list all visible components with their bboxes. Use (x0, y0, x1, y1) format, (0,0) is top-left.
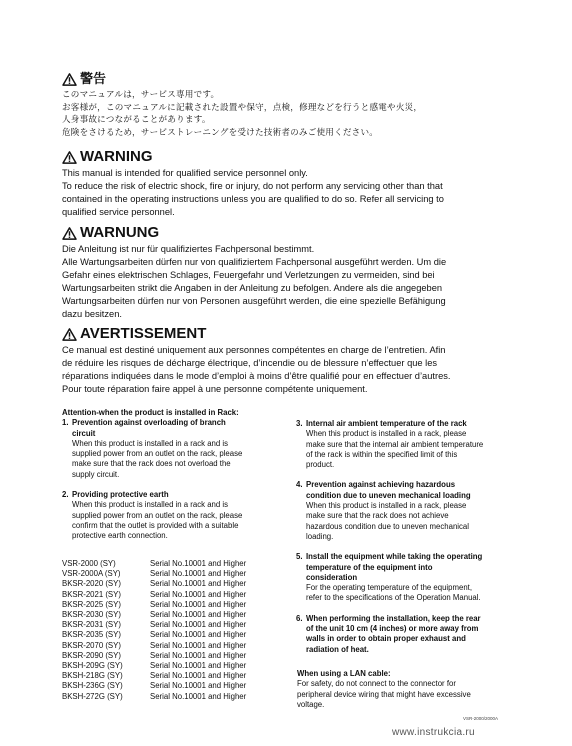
table-row (62, 610, 290, 620)
model-serial: Serial No.10001 and Higher (150, 589, 247, 599)
warning-ja-title: 警告 (80, 71, 107, 86)
model-serial: Serial No.10001 and Higher (150, 650, 247, 660)
model-name: BKSR-2031 (SY) (62, 620, 121, 630)
warning-ja-line: 人身事故につながることがあります。 (62, 115, 211, 125)
rack-item-4 (296, 480, 518, 542)
warning-en-line: qualified service personnel. (62, 207, 175, 217)
rack-item-number: 5. (296, 552, 303, 562)
lan-line: peripheral device wiring that might have excessive (297, 689, 471, 699)
table-row (62, 630, 290, 640)
rack-item-title: of the unit 10 cm (4 inches) or more away from (306, 624, 479, 634)
warning-de-title: WARNUNG (80, 224, 160, 241)
model-serial: Serial No.10001 and Higher (150, 681, 247, 691)
model-serial-table (62, 559, 290, 702)
warning-de-line: Die Anleitung ist nur für qualifiziertes Fachpersonal bestimmt. (62, 244, 315, 254)
rack-left-column (62, 408, 290, 542)
table-row (62, 559, 290, 569)
warning-de-title-row (62, 224, 494, 242)
rack-item-number: 6. (296, 613, 303, 623)
warning-en-title-row (62, 148, 494, 166)
rack-item-body: make sure that the rack does not achieve (306, 511, 449, 521)
table-row (62, 590, 290, 600)
model-name: BKSH-272G (SY) (62, 691, 123, 701)
model-serial: Serial No.10001 and Higher (150, 579, 247, 589)
rack-right-column (296, 419, 518, 655)
rack-item-body: supply circuit. (72, 469, 120, 479)
table-row (62, 600, 290, 610)
rack-item-title: Prevention against overloading of branch (72, 418, 226, 428)
model-name: VSR-2000 (SY) (62, 559, 116, 568)
model-serial: Serial No.10001 and Higher (150, 610, 247, 620)
rack-item-5 (296, 552, 518, 603)
rack-item-title: Prevention against achieving hazardous (306, 480, 456, 490)
warning-en-line: To reduce the risk of electric shock, fire or injury, do not perform any servicing other than that (62, 181, 443, 191)
table-row (62, 671, 290, 681)
rack-item-number: 3. (296, 419, 303, 428)
rack-item-body: For the operating temperature of the equipment, (306, 583, 472, 593)
model-name: BKSH-236G (SY) (62, 681, 123, 691)
watermark: www.instrukcia.ru (392, 727, 475, 738)
rack-item-title: temperature of the equipment into (306, 562, 433, 572)
table-row (62, 681, 290, 691)
model-serial: Serial No.10001 and Higher (150, 671, 247, 681)
model-name: BKSR-2025 (SY) (62, 599, 121, 609)
rack-item-title: When performing the installation, keep the rear (306, 613, 481, 623)
warning-fr-line: réparations indiquées dans le mode d’emploi à moins d’être qualifié pour en effectuer d’autres. (62, 371, 451, 381)
rack-item-body: protective earth connection. (72, 531, 168, 541)
rack-item-body: of the rack is within the specified limit of this (306, 449, 458, 459)
warning-en-line: contained in the operating instructions unless you are qualified to do so. Refer all servicing to (62, 194, 444, 204)
lan-line: For safety, do not connect to the connector for (297, 679, 456, 689)
warning-de-line: Alle Wartungsarbeiten dürfen nur von qualifiziertem Fachpersonal ausgeführt werden. Um die (62, 257, 447, 267)
model-serial: Serial No.10001 and Higher (150, 599, 247, 609)
rack-item-3 (296, 419, 518, 470)
model-name: BKSR-2090 (SY) (62, 650, 121, 660)
warning-ja-line: お客様が，このマニュアルに記載された設置や保守，点検，修理などを行うと感電や火災， (62, 102, 423, 113)
rack-item-title: circuit (72, 428, 96, 438)
rack-heading: Attention-when the product is installed in Rack: (62, 408, 239, 417)
rack-item-body: When this product is installed in a rack and is (72, 438, 229, 448)
warning-ja-line: このマニュアルは，サービス専用です。 (62, 90, 220, 100)
rack-item-body: hazardous condition due to uneven mechanical (306, 521, 469, 531)
rack-item-body: supplied power from an outlet on the rack, please (72, 449, 243, 459)
warning-de-line: Gefahr eines elektrischen Schlages, Feuergefahr und Verletzungen zu vermeiden, sind bei (62, 270, 435, 280)
lan-line: voltage. (297, 699, 325, 709)
lan-cable-note (297, 669, 519, 710)
model-name: BKSR-2020 (SY) (62, 579, 121, 589)
warning-ja-line: 危険をさけるため，サービストレーニングを受けた技術者のみご使用ください。 (62, 127, 379, 138)
footer-model-code: VSR-2000/2000A (463, 716, 499, 721)
rack-item-2 (62, 490, 290, 541)
warning-en-title: WARNING (80, 148, 153, 165)
rack-item-number: 4. (296, 480, 303, 490)
rack-item-title: Internal air ambient temperature of the rack (306, 419, 467, 428)
warning-triangle-icon (62, 73, 77, 86)
table-row (62, 641, 290, 651)
table-row (62, 569, 290, 579)
rack-item-body: supplied power from an outlet on the rack, please (72, 510, 243, 520)
warning-triangle-icon (62, 328, 77, 341)
warning-fr-line: de réduire les risques de décharge électrique, d’incendie ou de blessure n’effectuer que les (62, 358, 438, 368)
table-row (62, 579, 290, 589)
model-serial: Serial No.10001 and Higher (150, 630, 247, 640)
rack-item-body: make sure that the rack does not overload the (72, 459, 231, 469)
rack-item-title: consideration (306, 572, 358, 582)
model-serial: Serial No.10001 and Higher (150, 620, 247, 630)
warning-de-line: Wartungsarbeiten strikt die Angaben in der Anleitung zu befolgen. Andere als die angegeben (62, 283, 443, 293)
warning-en (62, 148, 494, 219)
warning-fr-line: Pour toute réparation faire appel à une personne compétente uniquement. (62, 384, 368, 394)
warning-triangle-icon (62, 151, 77, 164)
rack-item-title: radiation of heat. (306, 644, 369, 654)
model-name: BKSR-2070 (SY) (62, 640, 121, 650)
model-serial: Serial No.10001 and Higher (150, 640, 247, 650)
rack-item-6 (296, 614, 518, 655)
warning-en-line: This manual is intended for qualified service personnel only. (62, 168, 308, 178)
model-serial: Serial No.10001 and Higher (150, 661, 247, 671)
table-row (62, 620, 290, 630)
model-serial: Serial No.10001 and Higher (150, 559, 247, 568)
lan-heading: When using a LAN cable: (297, 669, 391, 678)
rack-item-body: When this product is installed in a rack and is (72, 500, 229, 510)
warning-triangle-icon (62, 227, 77, 240)
warning-ja (62, 70, 494, 139)
rack-item-body: When this product is installed in a rack, please (306, 501, 467, 511)
model-name: BKSR-2035 (SY) (62, 630, 121, 640)
model-name: BKSR-2021 (SY) (62, 589, 121, 599)
rack-item-title: Providing protective earth (72, 490, 169, 500)
rack-item-number: 2. (62, 490, 69, 500)
rack-item-title: condition due to uneven mechanical loading (306, 490, 471, 500)
rack-item-body: refer to the specifications of the Operation Manual. (306, 593, 481, 603)
table-row (62, 651, 290, 661)
rack-item-body: product. (306, 460, 335, 470)
rack-item-body: make sure that the internal air ambient temperature (306, 439, 484, 449)
model-name: VSR-2000A (SY) (62, 569, 121, 579)
table-row (62, 661, 290, 671)
warning-fr-title-row (62, 325, 494, 343)
model-name: BKSH-218G (SY) (62, 671, 123, 681)
rack-item-title: walls in order to obtain proper exhaust and (306, 634, 466, 644)
rack-item-1 (62, 418, 290, 480)
rack-item-body: loading. (306, 531, 334, 541)
warning-fr (62, 325, 494, 396)
table-row (62, 692, 290, 702)
rack-item-number: 1. (62, 418, 69, 428)
rack-item-title: Install the equipment while taking the operating (306, 552, 483, 562)
model-name: BKSH-209G (SY) (62, 661, 123, 671)
warning-de-line: Wartungsarbeiten dürfen nur von Personen ausgeführt werden, die eine spezielle Befähigung (62, 296, 446, 306)
warning-fr-line: Ce manual est destiné uniquement aux personnes compétentes en charge de l’entretien. Afin (62, 345, 446, 355)
model-name: BKSR-2030 (SY) (62, 610, 121, 620)
warning-fr-title: AVERTISSEMENT (80, 325, 207, 342)
rack-item-body: When this product is installed in a rack, please (306, 429, 467, 439)
model-serial: Serial No.10001 and Higher (150, 691, 247, 701)
rack-item-body: confirm that the outlet is provided with a suitable (72, 520, 239, 530)
warning-de-line: dazu besitzen. (62, 309, 122, 319)
warning-ja-title-row (62, 70, 494, 88)
warning-de (62, 224, 494, 321)
model-serial: Serial No.10001 and Higher (150, 569, 247, 579)
